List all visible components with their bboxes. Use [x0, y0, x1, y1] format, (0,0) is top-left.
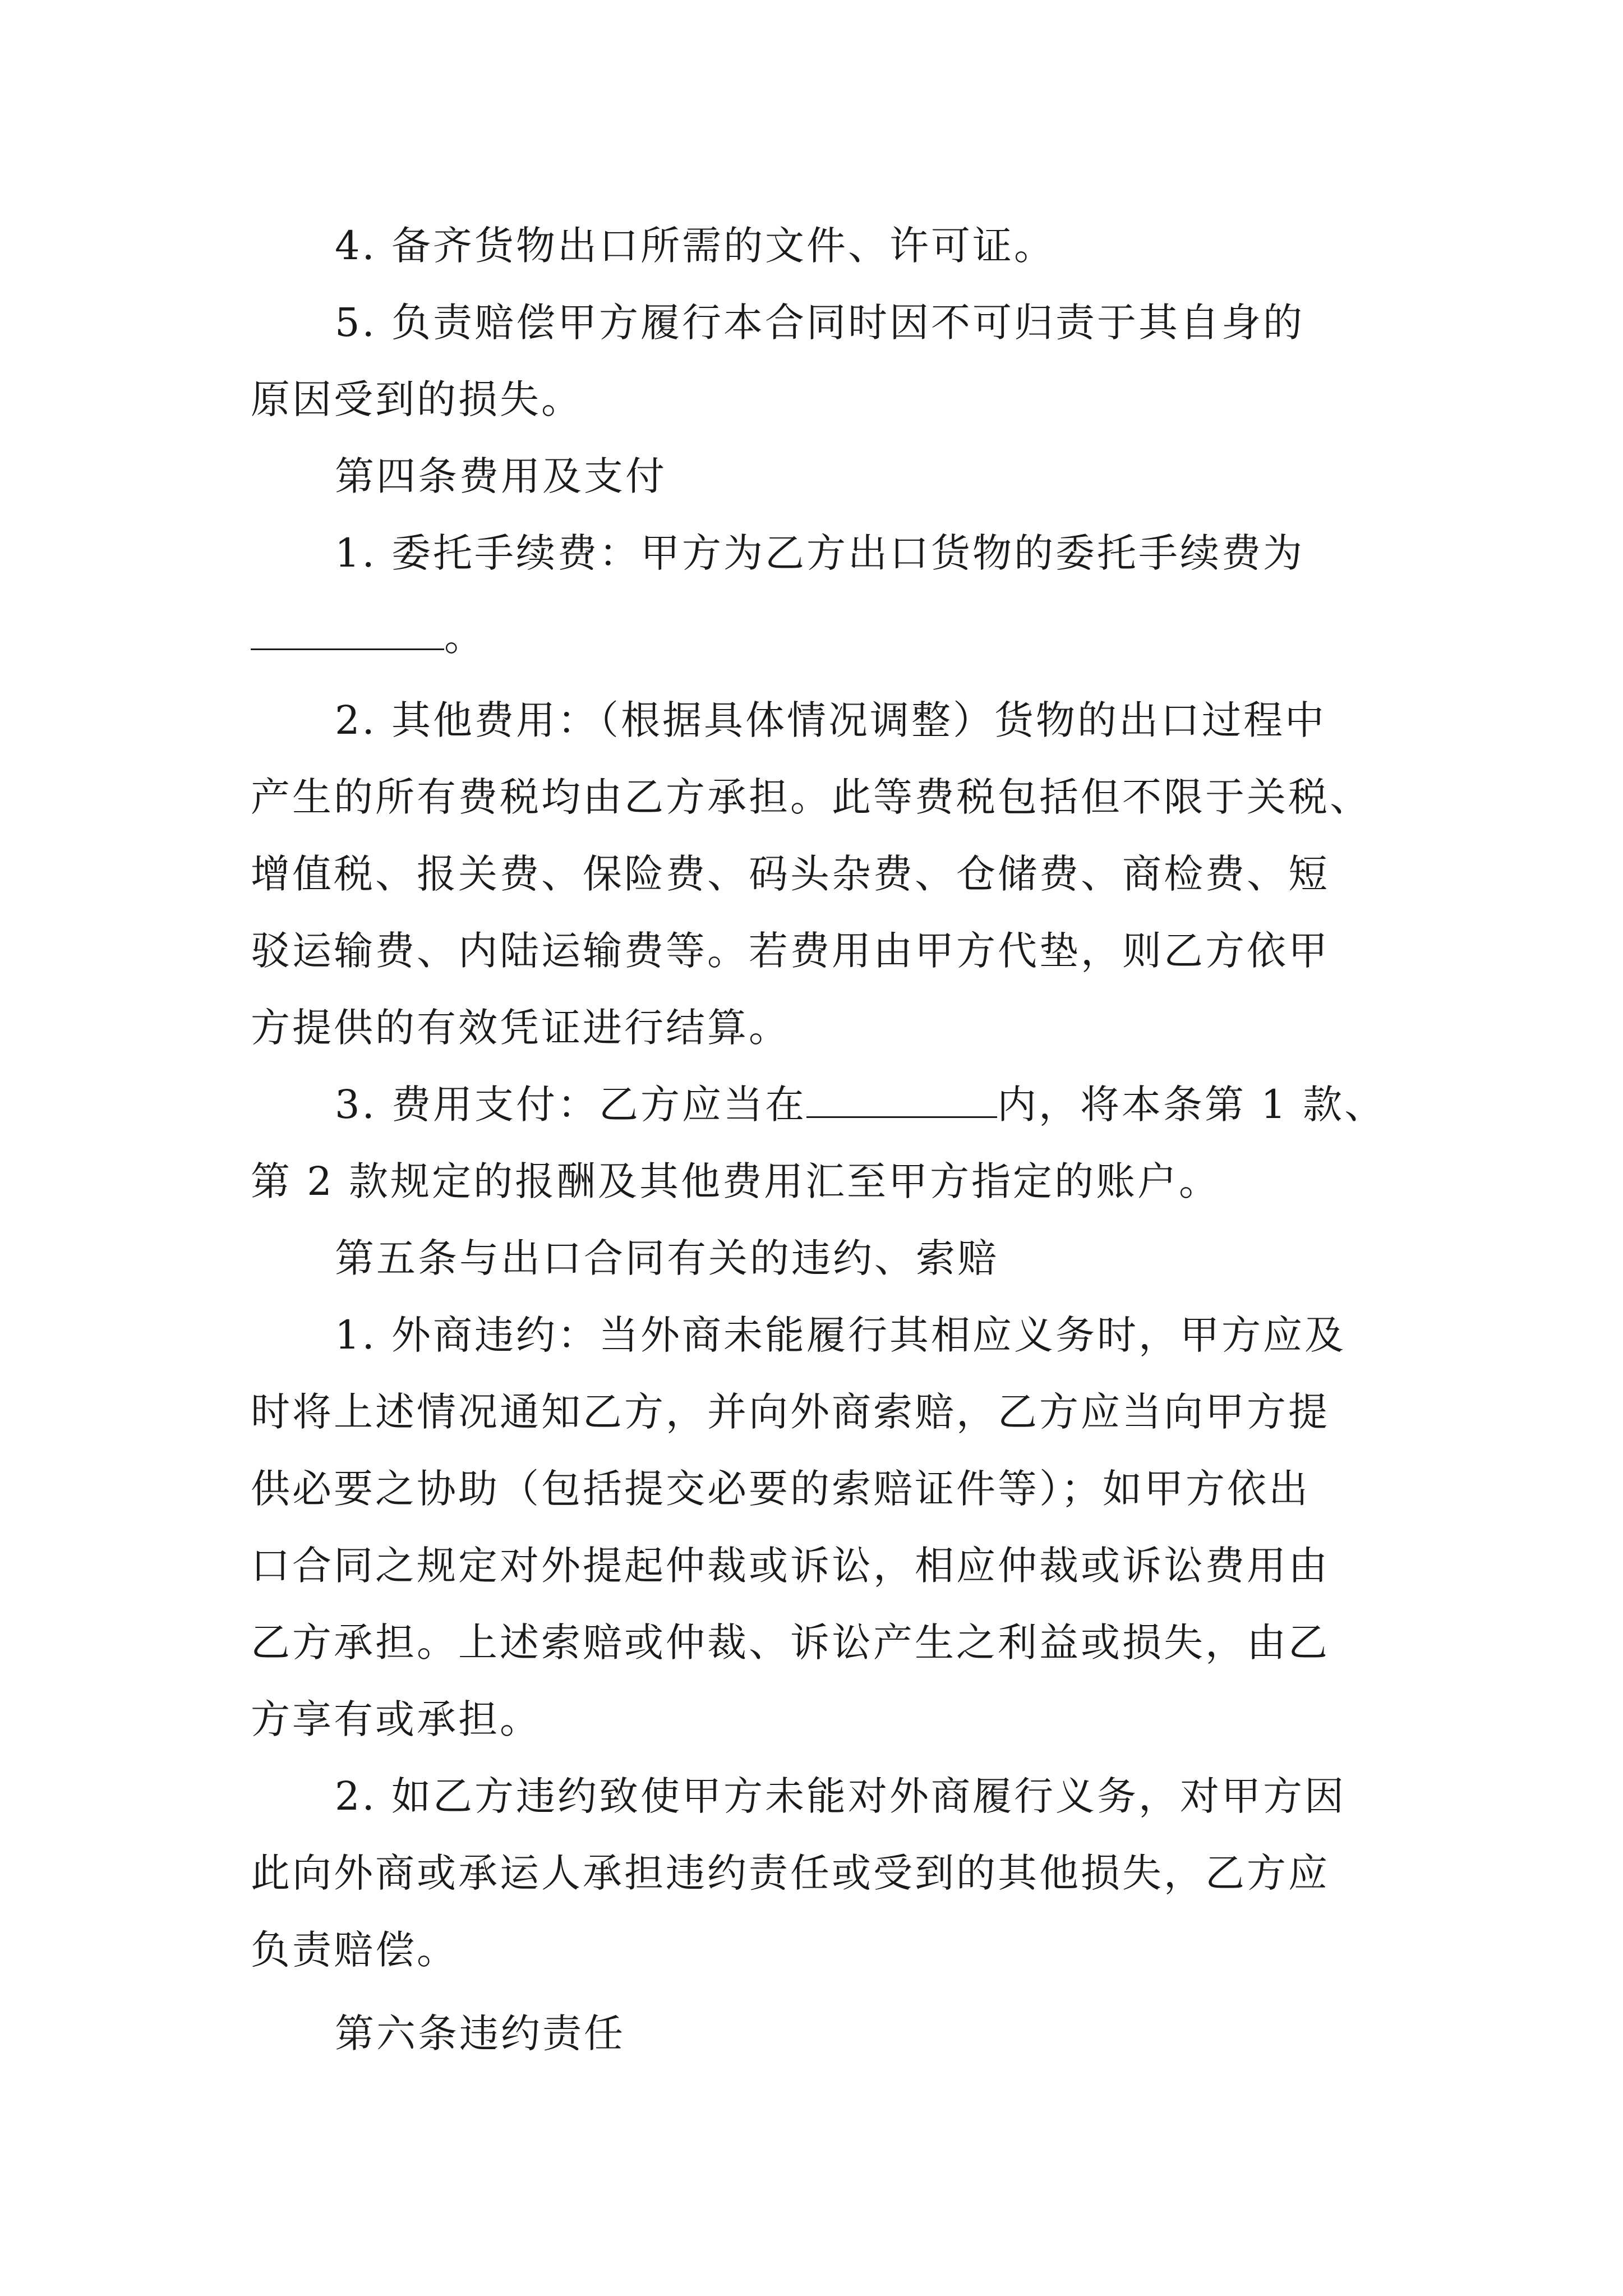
- fill-in-blank: [251, 615, 444, 650]
- paragraph-head: 3. 费用支付：乙方应当在: [335, 1082, 807, 1128]
- paragraph-line: 产生的所有费税均由乙方承担。此等费税包括但不限于关税、: [251, 774, 1371, 820]
- paragraph-line: 第 2 款规定的报酬及其他费用汇至甲方指定的账户。: [251, 1158, 1221, 1204]
- paragraph-line: 2. 如乙方违约致使甲方未能对外商履行义务，对甲方因: [335, 1773, 1347, 1819]
- paragraph-line: 方享有或承担。: [251, 1696, 541, 1742]
- fill-in-blank: [806, 1083, 997, 1118]
- paragraph-line: 1. 委托手续费：甲方为乙方出口货物的委托手续费为: [335, 530, 1305, 576]
- paragraph-tail: 。: [444, 614, 486, 660]
- paragraph-line: 驳运输费、内陆运输费等。若费用由甲方代垫，则乙方依甲: [251, 928, 1330, 974]
- paragraph-line: 1. 外商违约：当外商未能履行其相应义务时，甲方应及: [335, 1312, 1347, 1358]
- section-heading: 第六条违约责任: [335, 2010, 625, 2056]
- paragraph-line: 负责赔偿。: [251, 1927, 458, 1973]
- paragraph-tail: 内，将本条第 1 款、: [997, 1082, 1386, 1128]
- section-heading: 第四条费用及支付: [335, 453, 667, 499]
- blank-fill-line: [251, 599, 1392, 675]
- document-page: [251, 208, 1392, 2072]
- paragraph-line: 供必要之协助（包括提交必要的索赔证件等）；如甲方依出: [251, 1466, 1310, 1512]
- paragraph-line: 5. 负责赔偿甲方履行本合同时因不可归责于其自身的: [335, 300, 1305, 346]
- paragraph-line: 4. 备齐货物出口所需的文件、许可证。: [335, 223, 1056, 269]
- section-heading: 第五条与出口合同有关的违约、索赔: [335, 1235, 999, 1281]
- paragraph-line: 原因受到的损失。: [251, 376, 583, 422]
- paragraph-line: 此向外商或承运人承担违约责任或受到的其他损失，乙方应: [251, 1850, 1330, 1896]
- blank-fill-line: [251, 1066, 1392, 1143]
- paragraph-line: 乙方承担。上述索赔或仲裁、诉讼产生之利益或损失，由乙: [251, 1619, 1330, 1665]
- paragraph-line: 口合同之规定对外提起仲裁或诉讼，相应仲裁或诉讼费用由: [251, 1543, 1330, 1589]
- paragraph-line: 2. 其他费用：（根据具体情况调整）货物的出口过程中: [335, 697, 1327, 743]
- paragraph-line: 增值税、报关费、保险费、码头杂费、仓储费、商检费、短: [251, 851, 1330, 897]
- paragraph-line: 方提供的有效凭证进行结算。: [251, 1005, 790, 1051]
- paragraph-line: 时将上述情况通知乙方，并向外商索赔，乙方应当向甲方提: [251, 1389, 1330, 1435]
